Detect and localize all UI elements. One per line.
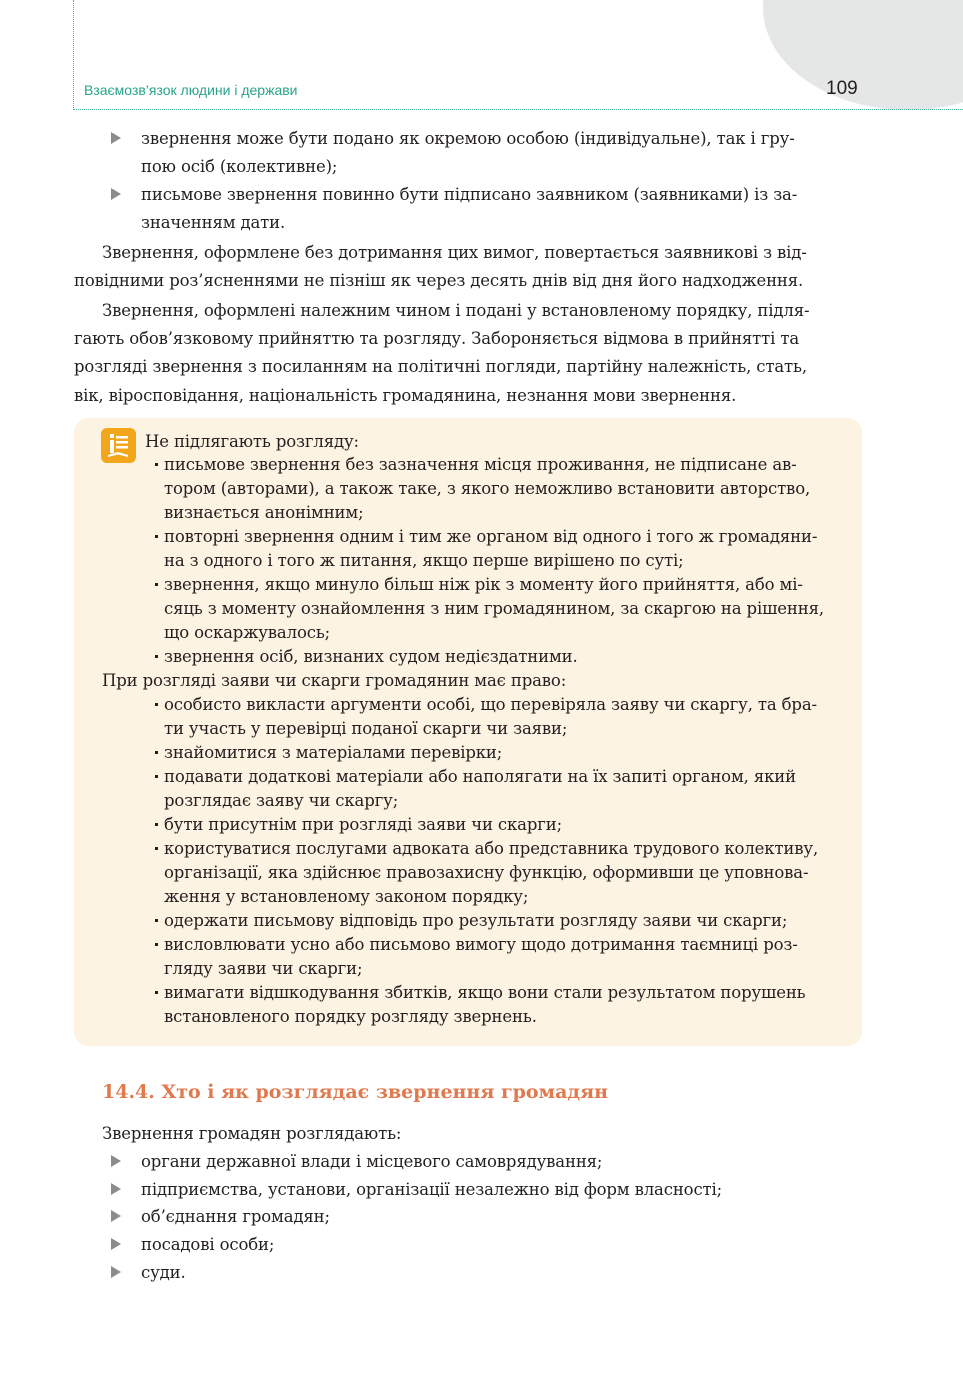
list-item-line: на з одного і того ж питання, якщо перше вирішено по суті; xyxy=(164,551,684,570)
list-item-line: повторні звернення одним і тим же органом від одного і того ж громадяни- xyxy=(164,527,818,546)
square-bullet-icon xyxy=(155,775,158,778)
square-bullet-icon xyxy=(155,751,158,754)
list-item-line: користуватися послугами адвоката або представника трудового колективу, xyxy=(164,839,819,858)
triangle-bullet-icon xyxy=(111,132,121,144)
triangle-bullet-icon xyxy=(111,1183,121,1195)
corner-decoration xyxy=(763,0,963,110)
list-item-line: гляду заяви чи скарги; xyxy=(164,959,363,978)
list-item-line: подавати додаткові матеріали або наполягати на їх запиті органом, який xyxy=(164,767,796,786)
square-bullet-icon xyxy=(155,535,158,538)
list-item-line: письмове звернення повинно бути підписано заявником (заявниками) із за- xyxy=(141,185,798,204)
triangle-bullet-icon xyxy=(111,1266,121,1278)
list-item-line: письмове звернення без зазначення місця проживання, не підписане ав- xyxy=(164,455,797,474)
list-item-line: встановленого порядку розгляду звернень. xyxy=(164,1007,537,1026)
info-book-icon xyxy=(101,428,136,463)
section-intro: Звернення громадян розглядають: xyxy=(102,1124,402,1143)
list-item-line: організації, яка здійснює правозахисну функцію, оформивши це уповнова- xyxy=(164,863,809,882)
square-bullet-icon xyxy=(155,655,158,658)
paragraph-line: гають обов’язковому прийняттю та розгляду. Забороняється відмова в прийнятті та xyxy=(74,329,800,348)
list-item-line: об’єднання громадян; xyxy=(141,1207,330,1226)
paragraph-line: розгляді звернення з посиланням на політичні погляди, партійну належність, стать, xyxy=(74,357,807,376)
list-item-line: звернення, якщо минуло більш ніж рік з моменту його прийняття, або мі- xyxy=(164,575,803,594)
triangle-bullet-icon xyxy=(111,1210,121,1222)
list-item-line: знайомитися з матеріалами перевірки; xyxy=(164,743,503,762)
paragraph-line: вік, віросповідання, національність громадянина, незнання мови звернення. xyxy=(74,386,737,405)
list-item-line: особисто викласти аргументи особі, що перевіряла заяву чи скаргу, та бра- xyxy=(164,695,817,714)
triangle-bullet-icon xyxy=(111,1155,121,1167)
list-item-line: бути присутнім при розгляді заяви чи скарги; xyxy=(164,815,562,834)
list-item-line: звернення осіб, визнаних судом недієздатними. xyxy=(164,647,578,666)
list-item-line: вимагати відшкодування збитків, якщо вони стали результатом порушень xyxy=(164,983,806,1002)
list-item-line: визнається анонімним; xyxy=(164,503,364,522)
header-margin-line xyxy=(73,0,74,108)
triangle-bullet-icon xyxy=(111,188,121,200)
paragraph-line: Звернення, оформлені належним чином і подані у встановленому порядку, підля- xyxy=(102,301,810,320)
list-item-line: розглядає заяву чи скаргу; xyxy=(164,791,399,810)
square-bullet-icon xyxy=(155,943,158,946)
list-item-line: ти участь у перевірці поданої скарги чи заяви; xyxy=(164,719,568,738)
paragraph-line: Звернення, оформлене без дотримання цих вимог, повертається заявникові з від- xyxy=(102,243,807,262)
section-heading: 14.4. Хто і як розглядає звернення громадян xyxy=(102,1081,609,1103)
square-bullet-icon xyxy=(155,823,158,826)
list-item-line: ження у встановленому законом порядку; xyxy=(164,887,529,906)
list-item-line: суди. xyxy=(141,1263,186,1282)
running-title: Взаємозв’язок людини і держави xyxy=(84,82,298,98)
square-bullet-icon xyxy=(155,583,158,586)
list-item-line: підприємства, установи, організації незалежно від форм власності; xyxy=(141,1180,723,1199)
square-bullet-icon xyxy=(155,991,158,994)
list-item-line: висловлювати усно або письмово вимогу щодо дотримання таємниці роз- xyxy=(164,935,798,954)
list-item-line: посадові особи; xyxy=(141,1235,275,1254)
triangle-bullet-icon xyxy=(111,1238,121,1250)
header-divider xyxy=(73,109,963,110)
square-bullet-icon xyxy=(155,847,158,850)
page-number: 109 xyxy=(826,78,858,99)
list-item-line: одержати письмову відповідь про результати розгляду заяви чи скарги; xyxy=(164,911,788,930)
paragraph-line: повідними роз’ясненнями не пізніш як через десять днів від дня його надходження. xyxy=(74,271,804,290)
rights-heading: При розгляді заяви чи скарги громадянин має право: xyxy=(102,671,567,690)
square-bullet-icon xyxy=(155,463,158,466)
list-item-line: що оскаржувалось; xyxy=(164,623,331,642)
list-item-line: значенням дати. xyxy=(141,213,286,232)
list-item-line: тором (авторами), а також таке, з якого неможливо встановити авторство, xyxy=(164,479,811,498)
square-bullet-icon xyxy=(155,703,158,706)
not-considered-heading: Не підлягають розгляду: xyxy=(145,432,359,451)
square-bullet-icon xyxy=(155,919,158,922)
list-item-line: пою осіб (колективне); xyxy=(141,157,338,176)
list-item-line: звернення може бути подано як окремою особою (індивідуальне), так і гру- xyxy=(141,129,795,148)
list-item-line: органи державної влади і місцевого самоврядування; xyxy=(141,1152,603,1171)
list-item-line: сяць з моменту ознайомлення з ним громадянином, за скаргою на рішення, xyxy=(164,599,824,618)
